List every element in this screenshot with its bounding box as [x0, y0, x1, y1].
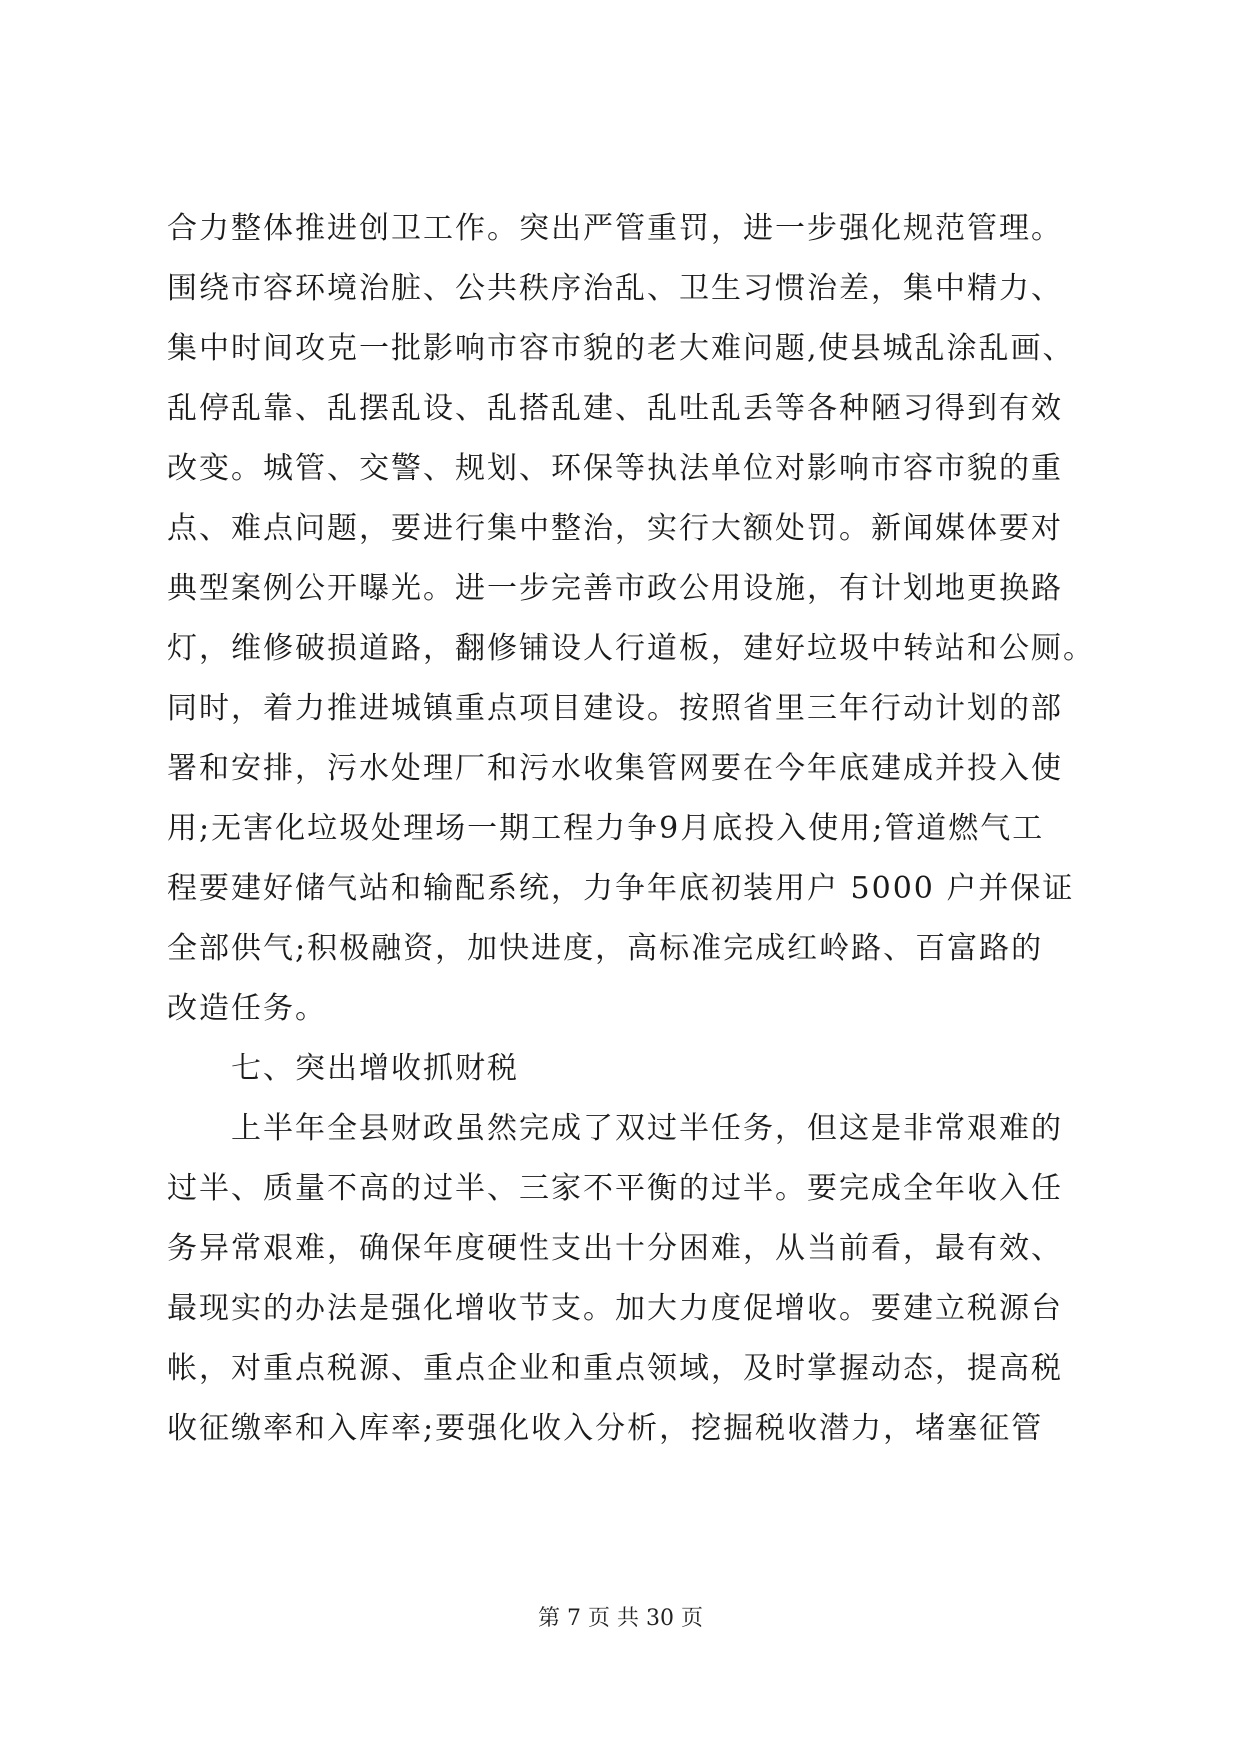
section-heading: 七、突出增收抓财税 — [231, 1051, 519, 1086]
text-line: 乱停乱靠、乱摆乱设、乱搭乱建、乱吐乱丢等各种陋习得到有效 — [167, 391, 1063, 426]
text-line: 同时，着力推进城镇重点项目建设。按照省里三年行动计划的部 — [167, 691, 1063, 726]
text-line: 过半、质量不高的过半、三家不平衡的过半。要完成全年收入任 — [167, 1171, 1063, 1206]
text-line: 上半年全县财政虽然完成了双过半任务，但这是非常艰难的 — [231, 1111, 1063, 1146]
text-line: 改变。城管、交警、规划、环保等执法单位对影响市容市貌的重 — [167, 451, 1063, 486]
text-line: 帐，对重点税源、重点企业和重点领域，及时掌握动态，提高税 — [167, 1351, 1063, 1386]
text-line: 集中时间攻克一批影响市容市貌的老大难问题,使县城乱涂乱画、 — [167, 331, 1075, 366]
text-line: 点、难点问题，要进行集中整治，实行大额处罚。新闻媒体要对 — [167, 511, 1063, 546]
text-line: 改造任务。 — [167, 991, 327, 1026]
text-line: 典型案例公开曝光。进一步完善市政公用设施，有计划地更换路 — [167, 571, 1063, 606]
text-line: 全部供气;积极融资，加快进度，高标准完成红岭路、百富路的 — [167, 931, 1044, 966]
text-line: 务异常艰难，确保年度硬性支出十分困难，从当前看，最有效、 — [167, 1231, 1063, 1266]
text-line: 署和安排，污水处理厂和污水收集管网要在今年底建成并投入使 — [167, 751, 1063, 786]
body-text — [167, 199, 1127, 1459]
text-line: 灯，维修破损道路，翻修铺设人行道板，建好垃圾中转站和公厕。 — [167, 631, 1095, 666]
text-line: 程要建好储气站和输配系统，力争年底初装用户 5000 户并保证 — [167, 871, 1075, 906]
text-line: 合力整体推进创卫工作。突出严管重罚，进一步强化规范管理。 — [167, 211, 1063, 246]
text-line: 用;无害化垃圾处理场一期工程力争9月底投入使用;管道燃气工 — [167, 811, 1045, 846]
page-number-footer: 第 7 页 共 30 页 — [538, 1606, 703, 1631]
text-line: 围绕市容环境治脏、公共秩序治乱、卫生习惯治差，集中精力、 — [167, 271, 1063, 306]
text-line: 收征缴率和入库率;要强化收入分析，挖掘税收潜力，堵塞征管 — [167, 1411, 1044, 1446]
text-line: 最现实的办法是强化增收节支。加大力度促增收。要建立税源台 — [167, 1291, 1063, 1326]
